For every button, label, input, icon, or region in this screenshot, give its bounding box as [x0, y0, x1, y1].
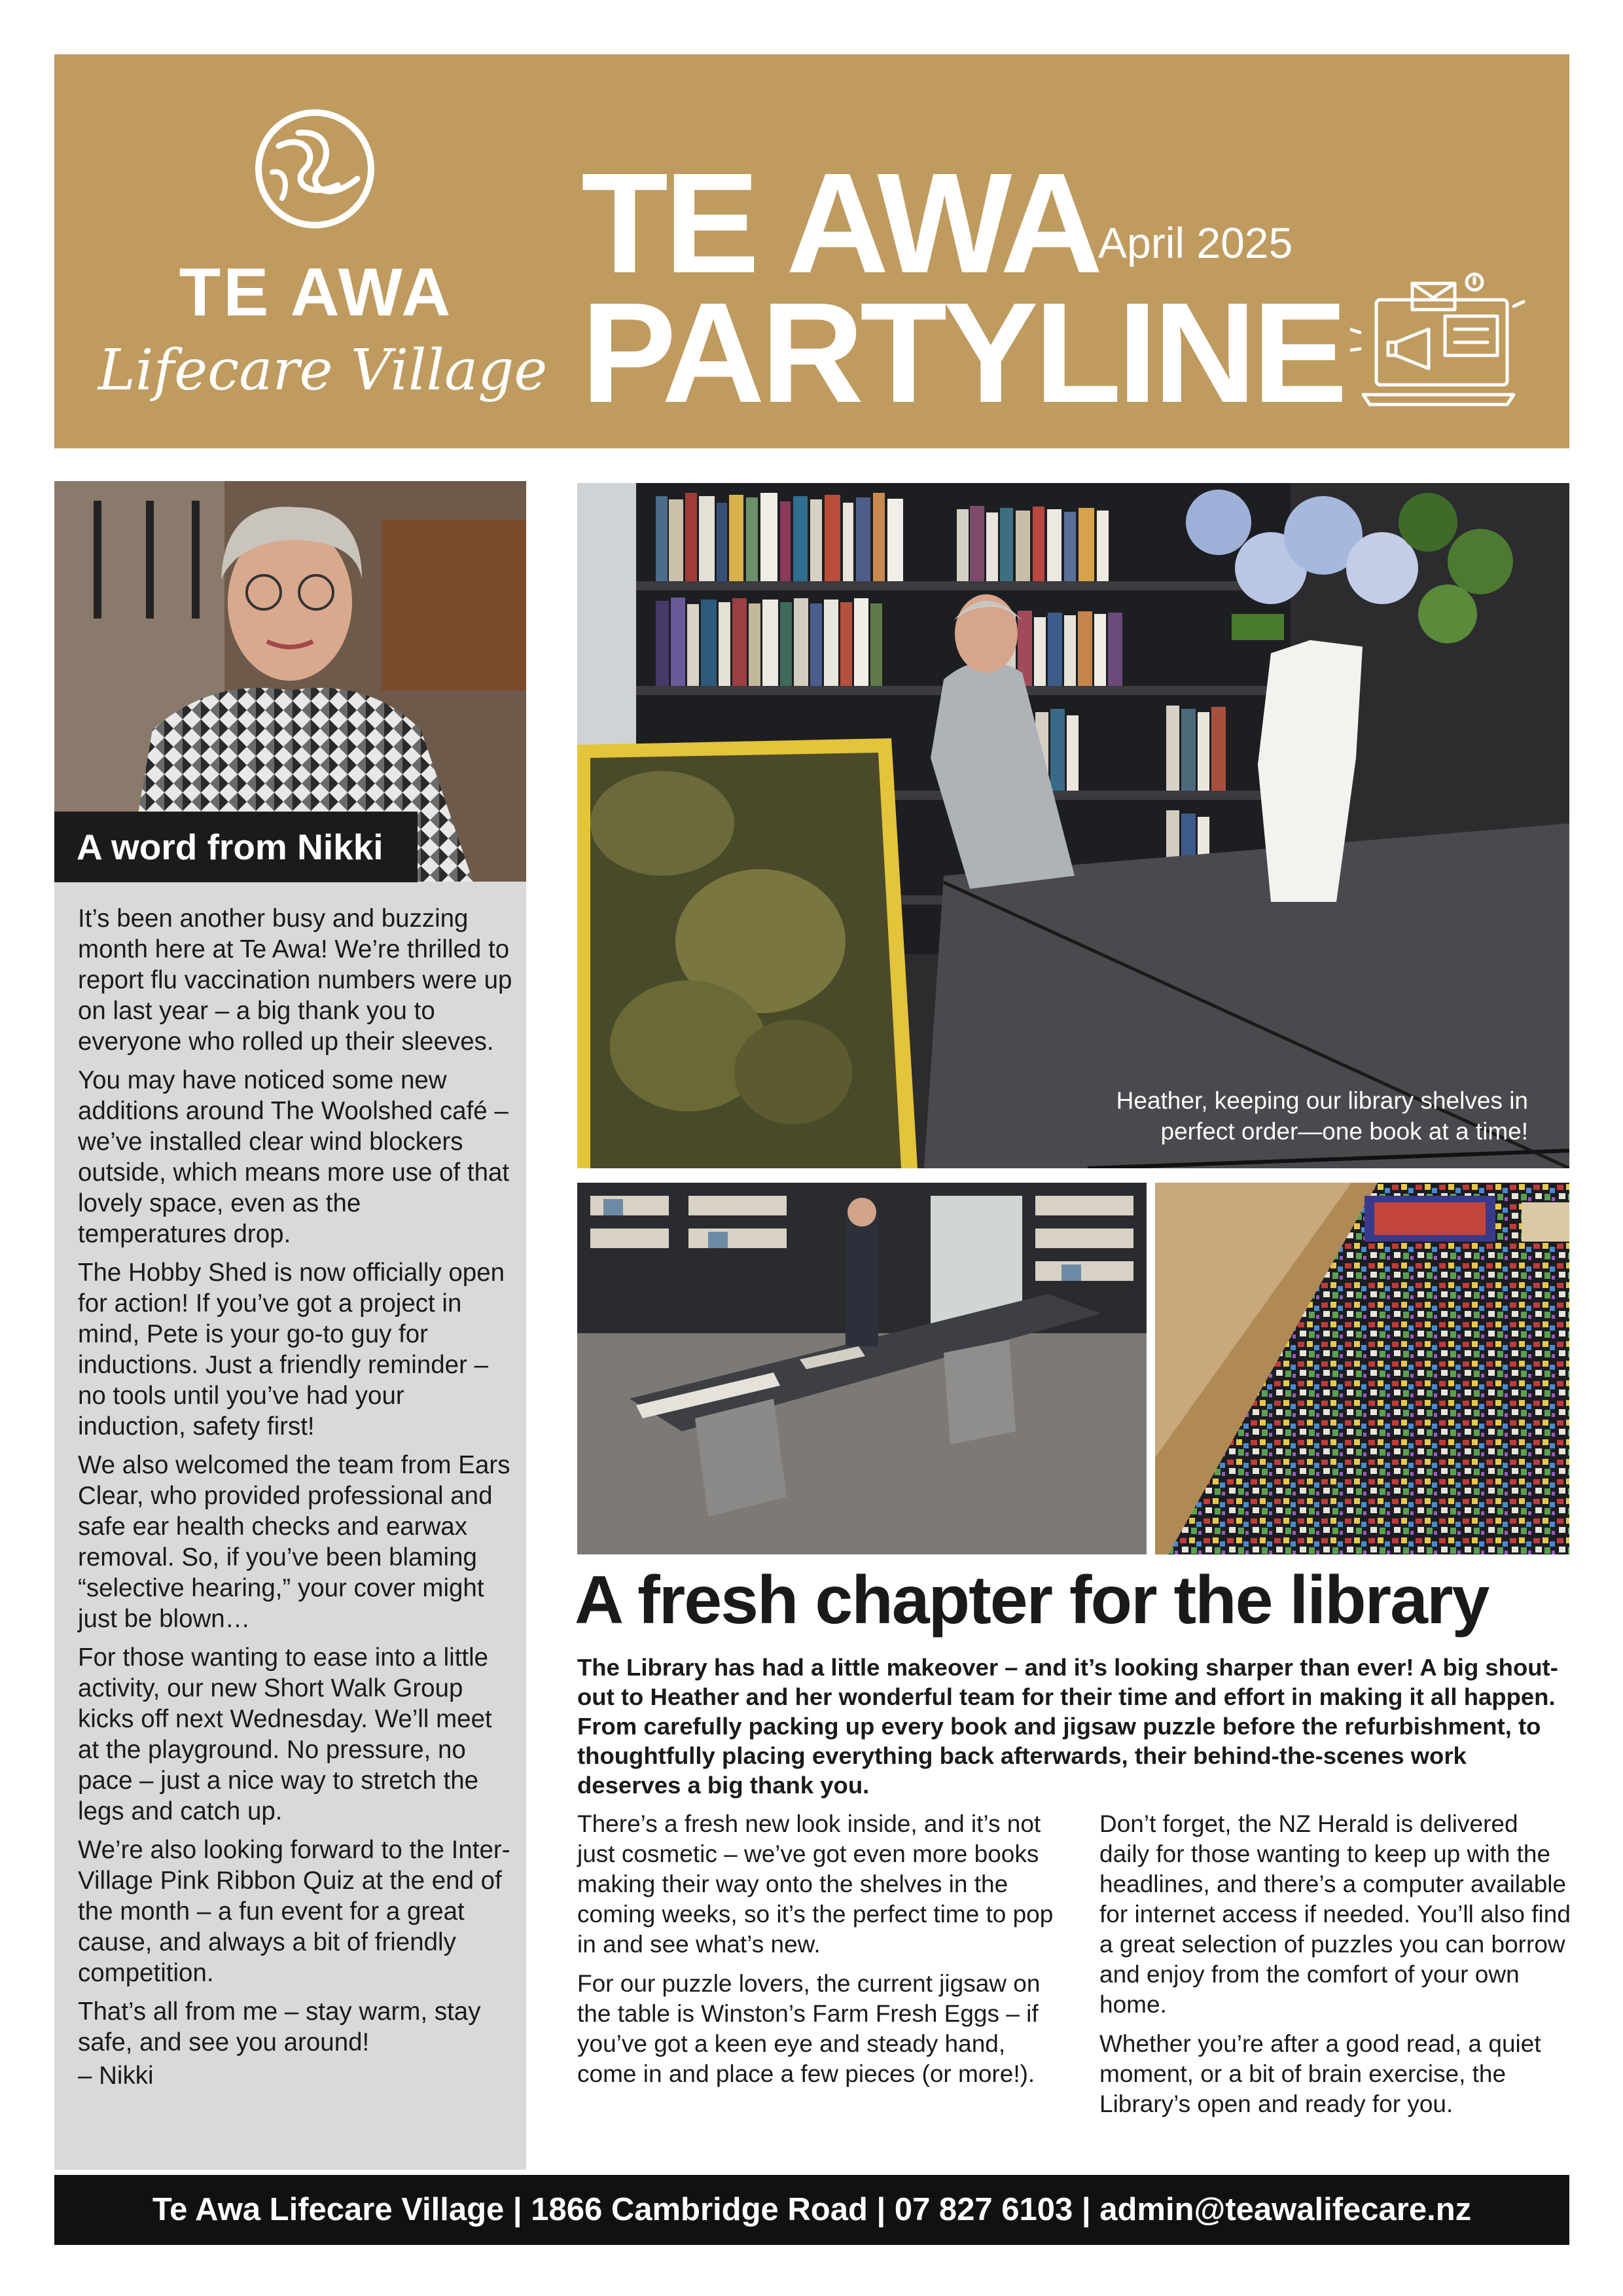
sidebar-heading: A word from Nikki: [54, 812, 418, 882]
jigsaw-puzzle-photo: [1155, 1183, 1569, 1554]
article-title: A fresh chapter for the library: [575, 1562, 1489, 1638]
main-photo-caption-line1: Heather, keeping our library shelves in: [1116, 1087, 1528, 1114]
logo-subtitle: Lifecare Village: [98, 338, 548, 403]
article-column-left: [577, 1809, 1061, 2098]
sidebar-paragraph: We’re also looking forward to the Inter-Village Pink Ribbon Quiz at the end of the month – a fun event for a great cause, and always a bit of friendly competition.: [78, 1836, 510, 1987]
logo-name: TE AWA: [179, 255, 454, 331]
sidebar-paragraph: That’s all from me – stay warm, stay safe, and see you around!: [78, 1998, 481, 2056]
sidebar-paragraph: It’s been another busy and buzzing month here at Te Awa! We’re thrilled to report flu vaccination numbers were up on last year – a big thank you to everyone who rolled up their sleeves.: [78, 905, 512, 1056]
sidebar-paragraph: You may have noticed some new additions around The Woolshed café – we’ve installed clear wind blockers outside, which means more use of that lovely space, even as the temperatures drop.: [78, 1066, 510, 1248]
masthead-title-line1: TE AWA: [581, 144, 1099, 303]
library-room-photo: [577, 1183, 1147, 1554]
main-photo-caption: [982, 1085, 1528, 1147]
contact-footer: Te Awa Lifecare Village | 1866 Cambridge Road | 07 827 6103 | admin@teawalifecare.nz: [54, 2175, 1569, 2245]
article-lead: The Library has had a little makeover – and it’s looking sharper than ever! A big shout-out to Heather and her wonderful team for their time and effort in making it all happen. From carefully packing up every book and jigsaw puzzle before the refurbishment, to thoughtfully placing everything back afterwards, their behind-the-scenes work deserves a big thank you.: [577, 1654, 1558, 1799]
sidebar-body: [78, 903, 513, 2099]
masthead-title-line2: PARTYLINE: [581, 274, 1344, 433]
library-shelves-photo: [577, 483, 1569, 1168]
sidebar-paragraph: We also welcomed the team from Ears Clear, who provided professional and safe ear health checks and earwax removal. So, if you’ve been blaming “selective hearing,” your cover might just be blown…: [78, 1451, 510, 1633]
main-photo-caption-line2: perfect order—one book at a time!: [1160, 1118, 1528, 1145]
article-paragraph: There’s a fresh new look inside, and it’s not just cosmetic – we’ve got even more books making their way onto the shelves in the coming weeks, so it’s the perfect time to pop in and see what’s new.: [577, 1810, 1054, 1958]
sidebar-paragraph: For those wanting to ease into a little activity, our new Short Walk Group kicks off next Wednesday. We’ll meet at the playground. No pressure, no pace – just a nice way to stretch the legs and catch up.: [78, 1643, 492, 1825]
masthead-banner: [54, 54, 1569, 448]
issue-date: April 2025: [1098, 219, 1293, 267]
sidebar-signoff: – Nikki: [78, 2062, 154, 2090]
river-logo-icon: [253, 107, 377, 231]
nikki-sidebar: [54, 481, 526, 2170]
article-paragraph: Whether you’re after a good read, a quiet moment, or a bit of brain exercise, the Library’s open and ready for you.: [1099, 2030, 1541, 2117]
article-column-right: [1099, 1809, 1571, 2128]
sidebar-paragraph: The Hobby Shed is now officially open for action! If you’ve got a project in mind, Pete is your go-to guy for inductions. Just a friendly reminder – no tools until you’ve had your induction, safety first!: [78, 1259, 505, 1441]
article-paragraph: For our puzzle lovers, the current jigsaw on the table is Winston’s Farm Fresh Eggs – if you’ve got a keen eye and steady hand, come in and place a few pieces (or more!).: [577, 1970, 1041, 2087]
article-paragraph: Don’t forget, the NZ Herald is delivered daily for those wanting to keep up with the headlines, and there’s a computer available for internet access if needed. You’ll also find a great selection of puzzles you can borrow and enjoy from the comfort of your own home.: [1099, 1810, 1571, 2018]
news-megaphone-icon: [1350, 270, 1527, 411]
